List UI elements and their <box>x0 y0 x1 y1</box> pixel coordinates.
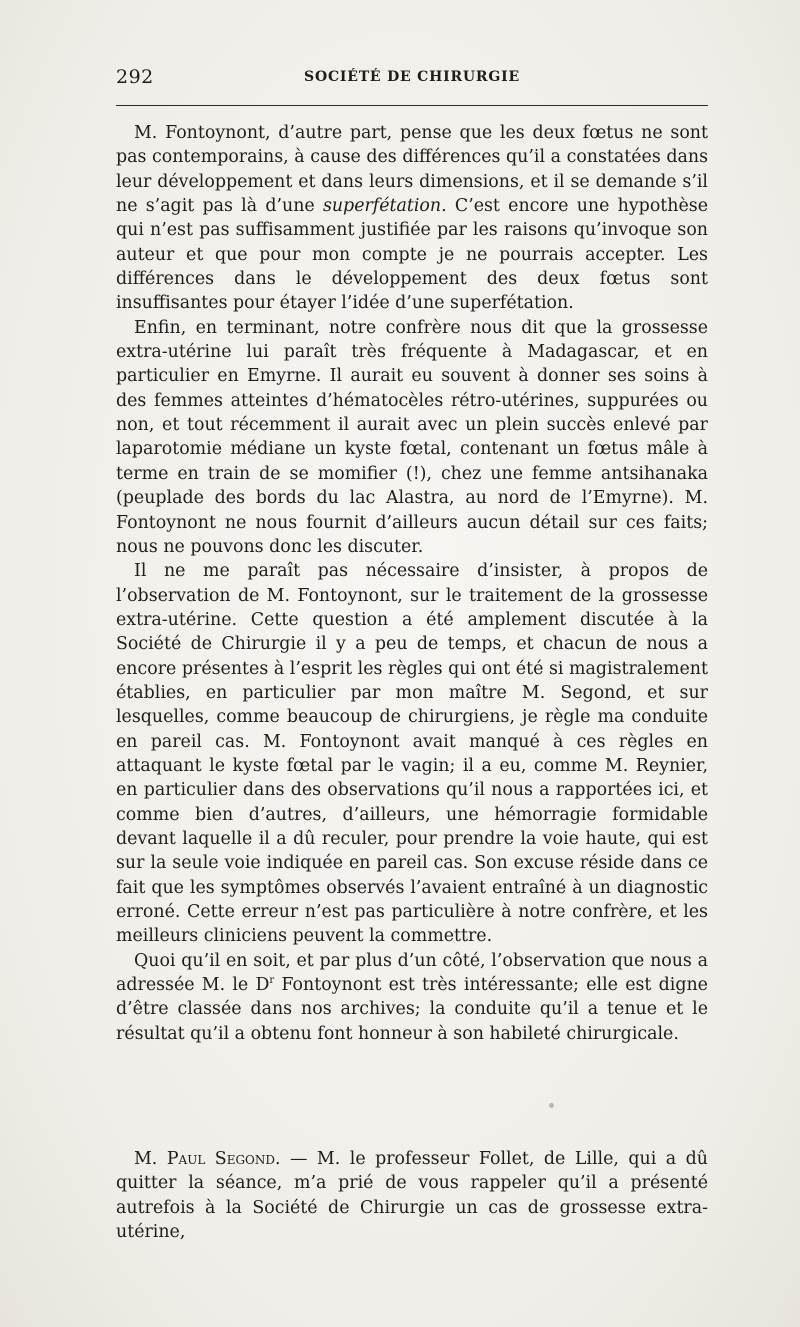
header-rule <box>116 105 708 106</box>
paragraph-superfetation <box>116 121 708 316</box>
paragraph-treatment: Il ne me paraît pas nécessaire d’insister, à propos de l’observation de M. Fontoynont, sur le traitement de la grossesse extra-utérine. Cette question a été amplement discutée à la Société de Chirurgie il y a peu de temps, et chacun de nous a encore présentes à l’esprit les règles qui ont été si magistralement établies, en particulier par mon maître M. Segond, et sur lesquelles, comme beaucoup de chirurgiens, je règle ma conduite en pareil cas. M. Fontoynont avait manqué à ces règles en attaquant le kyste fœtal par le vagin; il a eu, comme M. Reynier, en particulier dans des observations qu’il nous a rapportées ici, et comme bien d’autres, d’ailleurs, une hémorragie formidable devant laquelle il a dû reculer, pour prendre la voie haute, qui est sur la seule voie indiquée en pareil cas. Son excuse réside dans ce fait que les symptômes observés l’avaient entraîné à un diagnostic erroné. Cette erreur n’est pas particulière à notre confrère, et les meilleurs cliniciens peuvent la commettre. <box>116 561 708 947</box>
em-dash: — <box>280 1149 317 1169</box>
running-head <box>116 66 708 90</box>
speaker-name: M. Paul Segond. <box>134 1149 281 1169</box>
speaker-section <box>116 1147 708 1244</box>
body-text <box>116 121 708 1046</box>
paragraph-text-continued: Fontoynont est très intéressante; elle est digne d’être classée dans nos archives; la conduite qu’il a tenue et le résultat qu’il a obtenu font honneur à son habileté chirurgicale. <box>116 975 708 1044</box>
page-number: 292 <box>116 66 154 88</box>
paragraph-text: M. Fontoynont, d’autre part, pense que les deux fœtus ne sont pas contemporains, à cause des différences qu’il a constatées dans leur développement et dans leurs dimensions, et il se demande s’il ne s’agit pas là d’une <box>116 123 708 217</box>
paragraph-madagascar: Enfin, en terminant, notre confrère nous dit que la grossesse extra-utérine lui paraît très fréquente à Madagascar, et en particulier en Emyrne. Il aurait eu souvent à donner ses soins à des femmes atteintes d’hématocèles rétro-utérines, suppurées ou non, et tout récemment il aurait avec un plein succès enlevé par laparotomie médiane un kyste fœtal, contenant un fœtus mâle à terme en train de se momifier (!), chez une femme antsihanaka (peuplade des bords du lac Alastra, au nord de l’Emyrne). M. Fontoynont ne nous fournit d’ailleurs aucun détail sur ces faits; nous ne pouvons donc les discuter. <box>116 317 708 557</box>
paragraph-segond <box>116 1147 708 1244</box>
superscript: r <box>269 975 275 987</box>
paragraph-conclusion <box>116 949 708 1046</box>
running-title: SOCIÉTÉ DE CHIRURGIE <box>304 69 520 85</box>
speaker-text: M. le professeur Follet, de Lille, qui a dû quitter la séance, m’a prié de vous rappeler qu’il a présenté autrefois à la Société de Chirurgie un cas de grossesse extra-utérine, <box>116 1149 708 1243</box>
italic-term: superfétation <box>322 196 442 217</box>
paragraph-text: Quoi qu’il en soit, et par plus d’un côté, l’observation que nous a adressée M. le D <box>116 950 708 996</box>
ornament-dot <box>549 1103 554 1108</box>
paragraph-text-continued: . C’est encore une hypothèse qui n’est pas suffisamment justifiée par les raisons qu’invoque son auteur et que pour mon compte je ne pourrais accepter. Les différences dans le développement des deux fœtus sont insuffisantes pour étayer l’idée d’une superfétation. <box>116 196 708 314</box>
